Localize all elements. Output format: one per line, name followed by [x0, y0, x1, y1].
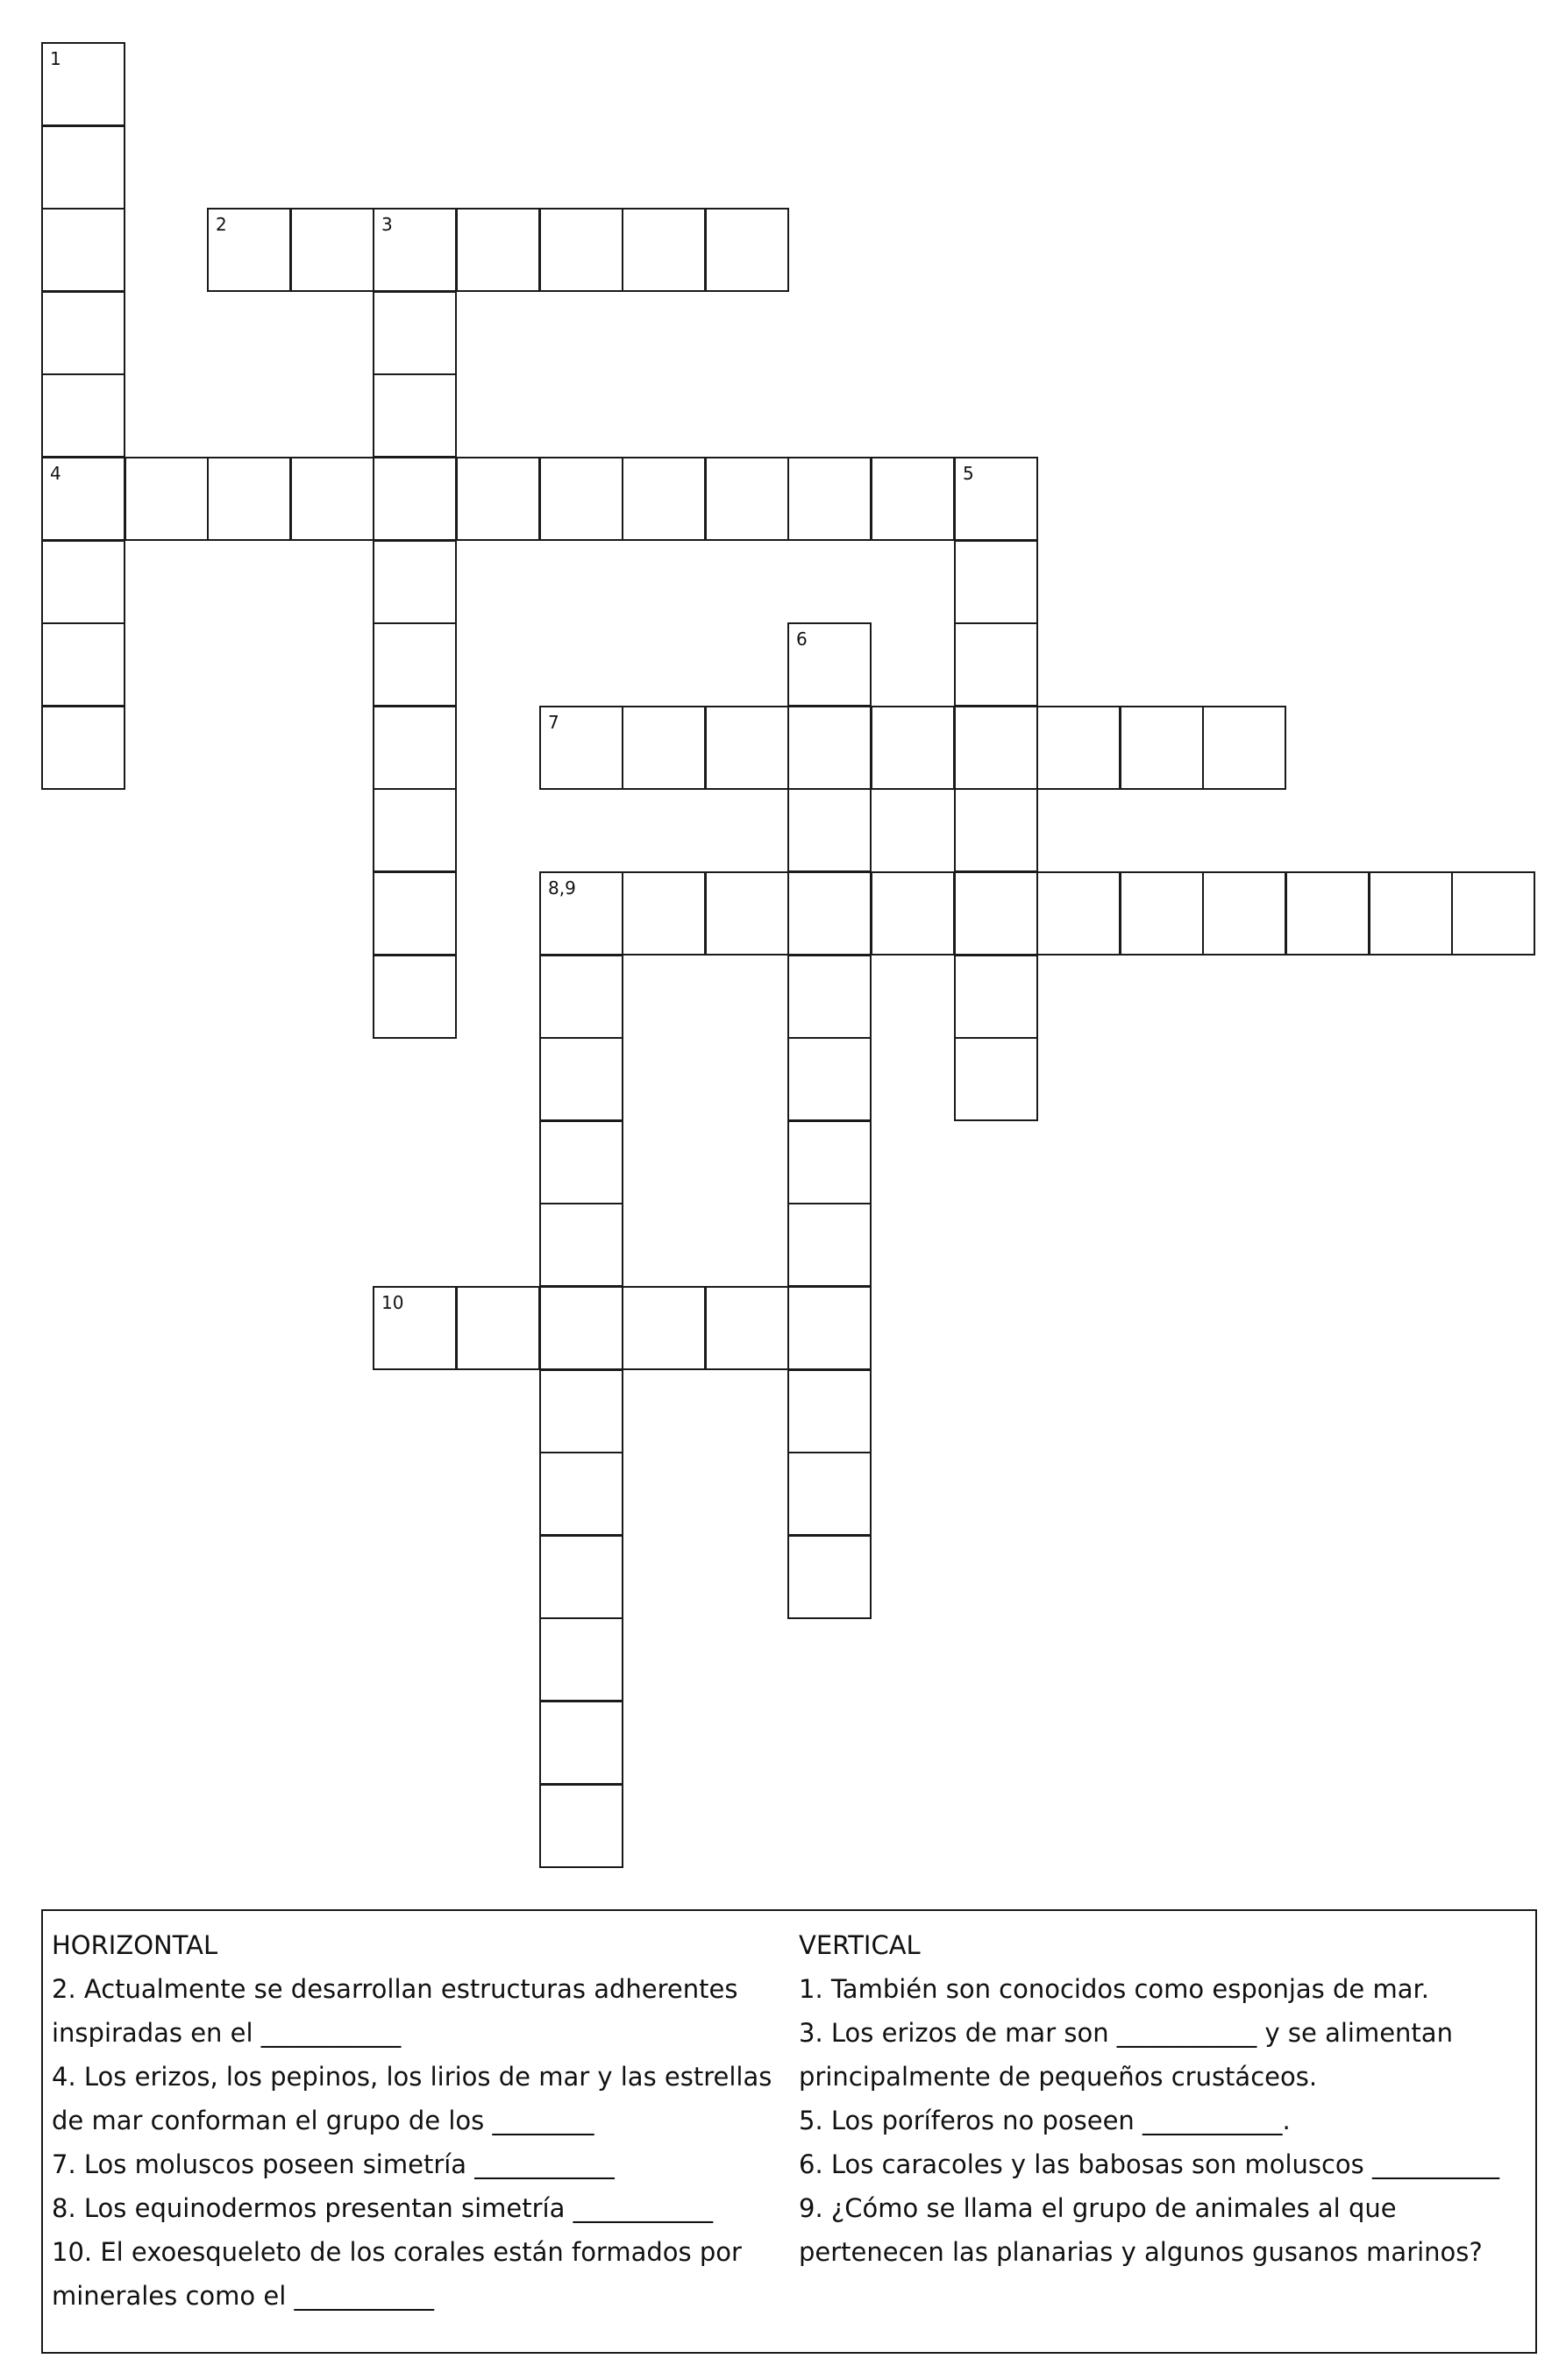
crossword-cell[interactable]: [787, 1203, 872, 1287]
crossword-cell[interactable]: [290, 457, 374, 541]
crossword-cell[interactable]: [41, 208, 125, 292]
crossword-cell[interactable]: [622, 871, 706, 956]
crossword-cell[interactable]: [290, 208, 374, 292]
crossword-cell[interactable]: [41, 291, 125, 375]
crossword-cell[interactable]: [787, 1120, 872, 1204]
crossword-cell[interactable]: [787, 622, 872, 707]
crossword-cell[interactable]: [1202, 871, 1286, 956]
crossword-cell[interactable]: [41, 373, 125, 458]
clue-horizontal-2: 2. Actualmente se desarrollan estructuras adherentes inspiradas en el ___________: [52, 1974, 738, 2048]
crossword-cell[interactable]: [539, 1701, 623, 1785]
crossword-cell[interactable]: [41, 457, 125, 541]
clue-vertical-3: 3. Los erizos de mar son ___________ y se alimentan principalmente de pequeños crustáceos.: [799, 2018, 1453, 2092]
crossword-cell[interactable]: [622, 706, 706, 790]
crossword-cell[interactable]: [787, 1369, 872, 1453]
crossword-cell[interactable]: [207, 457, 291, 541]
crossword-cell[interactable]: [373, 1286, 457, 1370]
clue-horizontal-10: 10. El exoesqueleto de los corales están formados por minerales como el ___________: [52, 2237, 742, 2311]
crossword-cell[interactable]: [539, 1617, 623, 1702]
vertical-clues: [799, 1923, 1531, 2274]
crossword-cell[interactable]: [787, 457, 872, 541]
crossword-cell[interactable]: [954, 788, 1038, 872]
crossword-cell[interactable]: [539, 1452, 623, 1536]
vertical-title: VERTICAL: [799, 1930, 921, 1960]
crossword-cell[interactable]: [954, 622, 1038, 707]
clue-number: 10: [381, 1292, 404, 1313]
crossword-cell[interactable]: [41, 42, 125, 126]
crossword-cell[interactable]: [787, 788, 872, 872]
crossword-cell[interactable]: [539, 706, 623, 790]
crossword-cell[interactable]: [787, 871, 872, 956]
crossword-cell[interactable]: [1036, 871, 1121, 956]
crossword-cell[interactable]: [622, 457, 706, 541]
crossword-cell[interactable]: [41, 706, 125, 790]
crossword-cell[interactable]: [539, 1286, 623, 1370]
clue-number: 8,9: [548, 877, 576, 899]
crossword-cell[interactable]: [622, 1286, 706, 1370]
crossword-cell[interactable]: [954, 706, 1038, 790]
crossword-cell[interactable]: [787, 1286, 872, 1370]
clue-number: 7: [548, 712, 559, 733]
crossword-cell[interactable]: [871, 457, 955, 541]
crossword-cell[interactable]: [373, 706, 457, 790]
crossword-cell[interactable]: [373, 373, 457, 458]
crossword-cell[interactable]: [539, 1203, 623, 1287]
crossword-cell[interactable]: [456, 457, 540, 541]
crossword-cell[interactable]: [871, 706, 955, 790]
clue-number: 3: [381, 214, 393, 235]
crossword-cell[interactable]: [456, 208, 540, 292]
crossword-cell[interactable]: [705, 706, 789, 790]
crossword-cell[interactable]: [787, 1037, 872, 1121]
clue-vertical-1: 1. También son conocidos como esponjas de mar.: [799, 1974, 1429, 2004]
crossword-cell[interactable]: [41, 622, 125, 707]
crossword-cell[interactable]: [539, 955, 623, 1039]
crossword-cell[interactable]: [41, 125, 125, 210]
crossword-cell[interactable]: [539, 1535, 623, 1619]
crossword-cell[interactable]: [539, 208, 623, 292]
clue-vertical-6: 6. Los caracoles y las babosas son moluscos __________: [799, 2149, 1500, 2179]
crossword-cell[interactable]: [1285, 871, 1370, 956]
crossword-cell[interactable]: [373, 540, 457, 624]
crossword-cell[interactable]: [1451, 871, 1535, 956]
crossword-cell[interactable]: [705, 1286, 789, 1370]
crossword-cell[interactable]: [456, 1286, 540, 1370]
clue-number: 2: [216, 214, 227, 235]
crossword-cell[interactable]: [539, 1784, 623, 1868]
crossword-cell[interactable]: [539, 871, 623, 956]
crossword-cell[interactable]: [787, 955, 872, 1039]
crossword-cell[interactable]: [539, 457, 623, 541]
clue-vertical-5: 5. Los poríferos no poseen ___________.: [799, 2106, 1291, 2135]
clue-number: 4: [50, 463, 61, 484]
crossword-cell[interactable]: [373, 291, 457, 375]
crossword-cell[interactable]: [207, 208, 291, 292]
crossword-cell[interactable]: [41, 540, 125, 624]
crossword-cell[interactable]: [787, 1535, 872, 1619]
crossword-cell[interactable]: [373, 208, 457, 292]
crossword-cell[interactable]: [1202, 706, 1286, 790]
crossword-cell[interactable]: [787, 706, 872, 790]
crossword-cell[interactable]: [705, 208, 789, 292]
crossword-cell[interactable]: [954, 871, 1038, 956]
crossword-cell[interactable]: [373, 622, 457, 707]
crossword-cell[interactable]: [787, 1452, 872, 1536]
clue-horizontal-8: 8. Los equinodermos presentan simetría ___________: [52, 2193, 714, 2223]
crossword-cell[interactable]: [871, 871, 955, 956]
crossword-cell[interactable]: [373, 788, 457, 872]
crossword-cell[interactable]: [373, 457, 457, 541]
crossword-cell[interactable]: [373, 871, 457, 956]
horizontal-clues: [52, 1923, 784, 2318]
crossword-cell[interactable]: [705, 871, 789, 956]
crossword-cell[interactable]: [954, 1037, 1038, 1121]
clues-box: [41, 1909, 1537, 2354]
crossword-cell[interactable]: [705, 457, 789, 541]
crossword-cell[interactable]: [1120, 706, 1204, 790]
crossword-cell[interactable]: [1120, 871, 1204, 956]
crossword-cell[interactable]: [539, 1037, 623, 1121]
clue-number: 6: [796, 629, 808, 650]
clue-number: 5: [963, 463, 974, 484]
crossword-cell[interactable]: [622, 208, 706, 292]
clue-number: 1: [50, 48, 61, 69]
crossword-cell[interactable]: [373, 955, 457, 1039]
horizontal-title: HORIZONTAL: [52, 1930, 218, 1960]
crossword-cell[interactable]: [1036, 706, 1121, 790]
crossword-cell[interactable]: [539, 1369, 623, 1453]
crossword-cell[interactable]: [125, 457, 209, 541]
clue-horizontal-7: 7. Los moluscos poseen simetría ___________: [52, 2149, 615, 2179]
crossword-cell[interactable]: [539, 1120, 623, 1204]
clue-vertical-9: 9. ¿Cómo se llama el grupo de animales al que pertenecen las planarias y algunos gusanos marinos?: [799, 2193, 1483, 2267]
crossword-cell[interactable]: [954, 540, 1038, 624]
crossword-cell[interactable]: [954, 457, 1038, 541]
clue-horizontal-4: 4. Los erizos, los pepinos, los lirios de mar y las estrellas de mar conforman el grupo de los ________: [52, 2062, 772, 2135]
crossword-cell[interactable]: [954, 955, 1038, 1039]
crossword-cell[interactable]: [1369, 871, 1453, 956]
